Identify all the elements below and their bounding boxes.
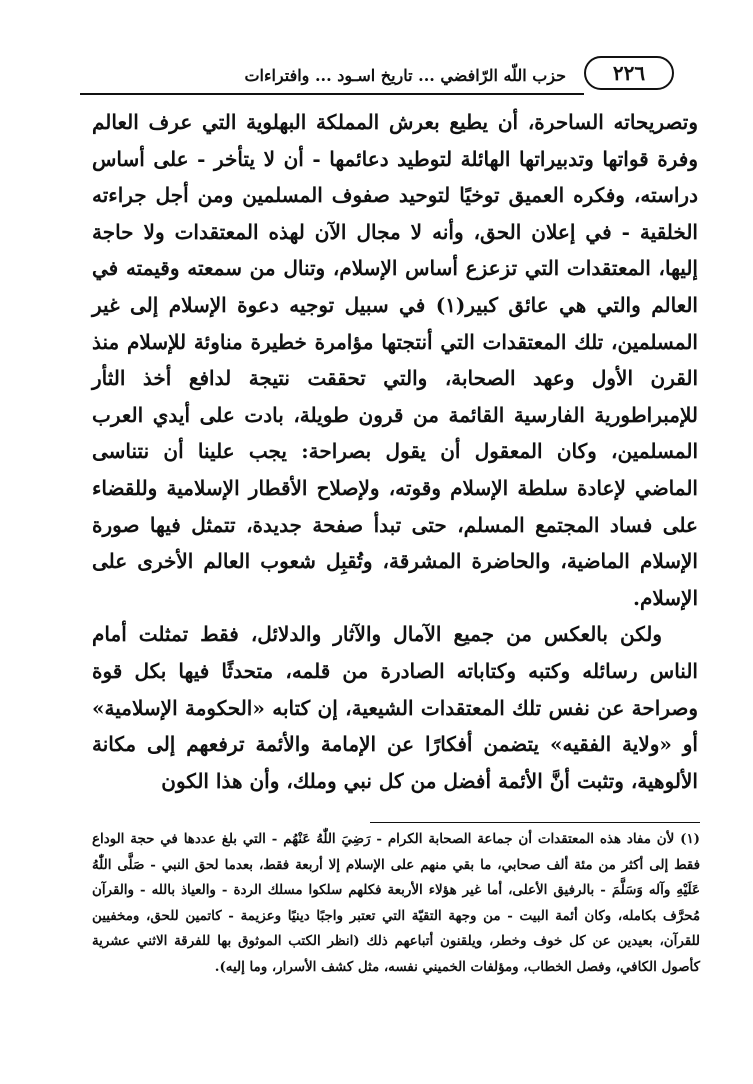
- paragraph: ولكن بالعكس من جميع الآمال والآثار والدلائل، فقط تمثلت أمام الناس رسائله وكتبه وكتاباته الصادرة من قلمه، متحدثًا فيها بكل قوة وصراحة عن نفس تلك المعتقدات الشيعية، إن كتابه «الحكومة الإسلامية» أو «ولاية الفقيه» يتضمن أفكارًا عن الإمامة والأئمة ترفعهم إلى مكانة الألوهية، وتثبت أنَّ الأئمة أفضل من كل نبي وملك، وأن هذا الكون: [92, 622, 698, 793]
- running-title: حزب اللّه الرّافضي ... تاريخ اسـود ... وافتراءات: [244, 66, 566, 85]
- footnote: (١) لأن مفاد هذه المعتقدات أن جماعة الصحابة الكرام - رَضِيَ اللّٰهُ عَنْهُم - التي بلغ عددها في حجة الوداع فقط إلى أكثر من مئة ألف صحابي، ما بقي منهم على الإسلام إلا أربعة فقط، بعدما لحق النبي - صَلَّى اللّٰهُ عَلَيْهِ وآله وَسَلَّمَ - بالرفيق الأعلى، أما غير هؤلاء الأربعة فكلهم سلكوا مسلك الردة - والعياذ بالله - والقرآن مُحرَّف بكامله، وكان أئمة البيت - من وجهة التقيّة التي تعتبر واجبًا دينيًا وعزيمة - كاتمين للحق، ومخفيين للقرآن، بعيدين عن كل خوف وخطر، ويلقنون أتباعهم ذلك (انظر الكتب الموثوق بها للفرقة الاثني عشرية كأصول الكافي، وفصل الخطاب، ومؤلفات الخميني نفسه، مثل كشف الأسرار، وما إليه).: [92, 831, 700, 975]
- header-rule: [80, 93, 584, 95]
- paragraph: وتصريحاته الساحرة، أن يطيع بعرش المملكة البهلوية التي عرف العالم وفرة قواتها وتدبيراتها الهائلة لتوطيد دعائمها - أن لا يتأخر - على أساس دراسته، وفكره العميق توخيًا لتوحيد صفوف المسلمين ومن أجل جراءته الخلقية - في إعلان الحق، وأنه لا مجال الآن لهذه المعتقدات ولا حاجة إليها، المعتقدات التي تزعزع أساس الإسلام، وتنال من سمعته وقيمته في العالم والتي هي عائق كبير(١) في سبيل توجيه دعوة الإسلام إلى غير المسلمين، تلك المعتقدات التي أنتجتها مؤامرة خطيرة مناوئة للإسلام منذ القرن الأول وعهد الصحابة، والتي تحققت نتيجة لدافع أخذ الثأر للإمبراطورية الفارسية القائمة من قرون طويلة، بادت على أيدي العرب المسلمين، وكان المعقول أن يقول بصراحة: يجب علينا أن نتناسى الماضي لإعادة سلطة الإسلام وقوته، ولإصلاح الأقطار الإسلامية وللقضاء على فساد المجتمع المسلم، حتى تبدأ صفحة جديدة، تتمثل فيها صورة الإسلام الماضية، والحاضرة المشرقة، وتُقبِل شعوب العالم الأخرى على الإسلام.: [92, 110, 698, 610]
- footnotes: [92, 827, 700, 981]
- body-text: [92, 104, 698, 799]
- page-header: [80, 52, 700, 96]
- footnote-separator: [370, 822, 700, 823]
- page-number: ٢٢٦: [584, 56, 674, 90]
